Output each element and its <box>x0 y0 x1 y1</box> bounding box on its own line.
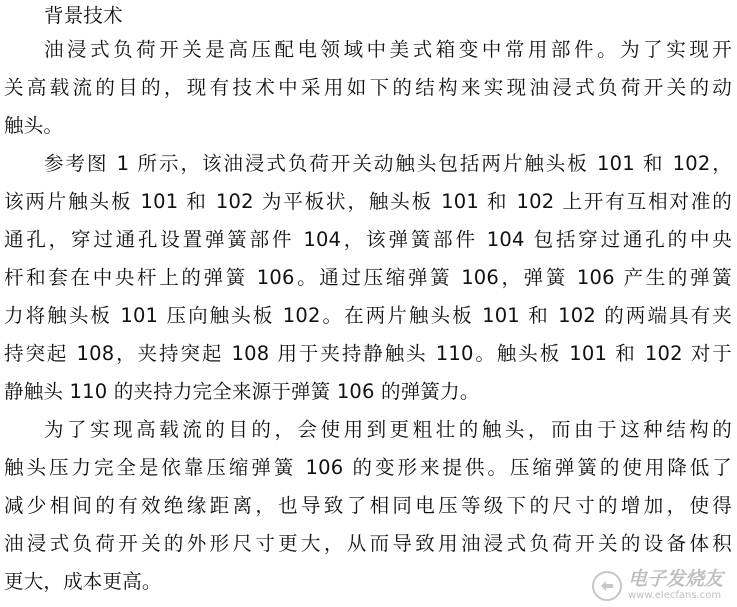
paragraph-line: 触头。 <box>4 114 64 137</box>
section-heading: 背景技术 <box>44 4 123 27</box>
paragraph-line: 该两片触头板 101 和 102 为平板状，触头板 101 和 102 上开有互相对准的 <box>4 190 732 213</box>
watermark-title: 电子发烧友 <box>627 568 723 590</box>
paragraph-line: 力将触头板 101 压向触头板 102。在两片触头板 101 和 102 的两端具有夹 <box>4 304 732 327</box>
paragraph-line: 参考图 1 所示，该油浸式负荷开关动触头包括两片触头板 101 和 102， <box>44 152 732 175</box>
paragraph-line: 触头压力完全是依靠压缩弹簧 106 的变形来提供。压缩弹簧的使用降低了 <box>4 456 732 479</box>
paragraph-line: 油浸式负荷开关是高压配电领域中美式箱变中常用部件。为了实现开 <box>44 38 732 61</box>
paragraph-line: 减少相间的有效绝缘距离，也导致了相同电压等级下的尺寸的增加，使得 <box>4 494 732 517</box>
paragraph-line: 通孔，穿过通孔设置弹簧部件 104，该弹簧部件 104 包括穿过通孔的中央 <box>4 228 732 251</box>
paragraph-line: 静触头 110 的夹持力完全来源于弹簧 106 的弹簧力。 <box>4 380 480 403</box>
watermark-text <box>628 570 723 601</box>
paragraph-line: 持突起 108，夹持突起 108 用于夹持静触头 110。触头板 101 和 102 对于 <box>4 342 732 365</box>
paragraph-line: 杆和套在中央杆上的弹簧 106。通过压缩弹簧 106，弹簧 106 产生的弹簧 <box>4 266 732 289</box>
paragraph-line: 为了实现高载流的目的，会使用到更粗壮的触头，而由于这种结构的 <box>44 418 732 441</box>
paragraph-line: 更大，成本更高。 <box>4 570 162 593</box>
watermark-logo-icon <box>592 571 622 601</box>
watermark <box>592 570 723 601</box>
watermark-url: www.elecfans.com <box>627 590 722 601</box>
paragraph-line: 油浸式负荷开关的外形尺寸更大，从而导致用油浸式负荷开关的设备体积 <box>4 532 732 555</box>
paragraph-line: 关高载流的目的，现有技术中采用如下的结构来实现油浸式负荷开关的动 <box>4 76 732 99</box>
